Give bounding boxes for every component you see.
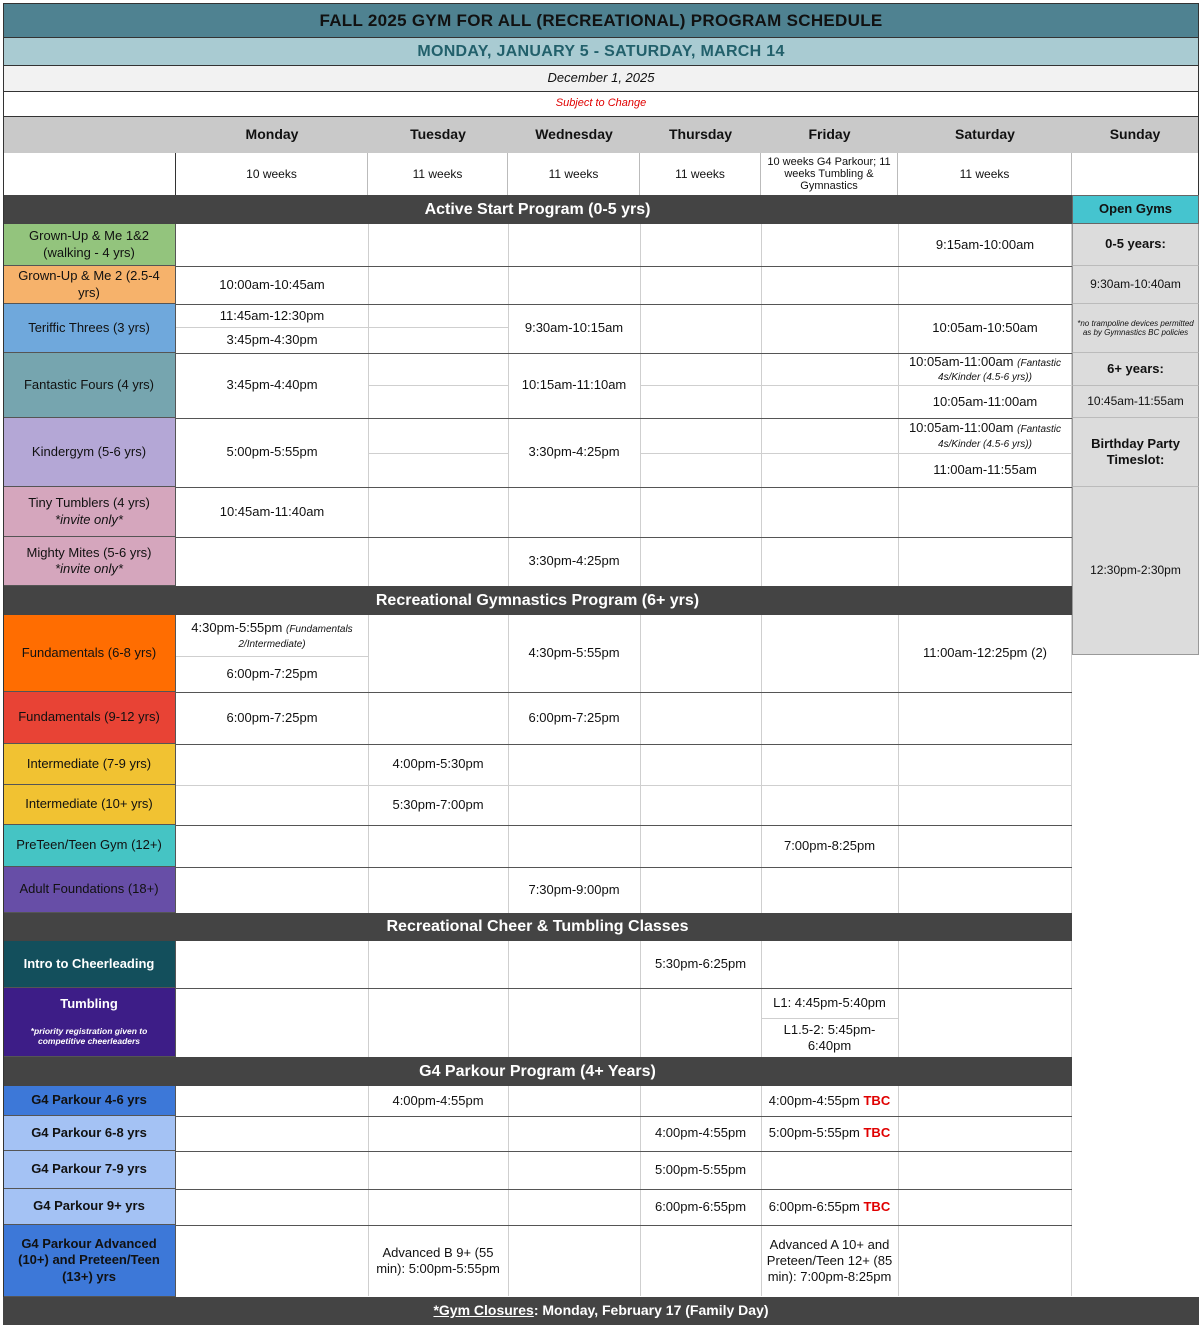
label-fund-9-12: Fundamentals (9-12 yrs) bbox=[3, 692, 176, 744]
row-divider-light bbox=[368, 453, 508, 454]
row-divider-light bbox=[176, 785, 1072, 786]
page-title: FALL 2025 GYM FOR ALL (RECREATIONAL) PROGRAM SCHEDULE bbox=[3, 3, 1199, 38]
tumbling-friday-2: L1.5-2: 5:45pm-6:40pm bbox=[783, 1021, 876, 1053]
fund912-monday: 6:00pm-7:25pm bbox=[226, 709, 318, 725]
fours-saturday-2: 10:05am-11:00am bbox=[932, 393, 1038, 409]
section-cheer: Recreational Cheer & Tumbling Classes bbox=[3, 913, 1072, 941]
kindergym-wednesday: 3:30pm-4:25pm bbox=[528, 444, 620, 460]
fund68-monday-1-note: (Fundamentals 2/Intermediate) bbox=[238, 623, 353, 650]
weeks-friday: 10 weeks G4 Parkour; 11 weeks Tumbling & Gymnastics bbox=[761, 153, 898, 195]
tiny-monday: 10:45am-11:40am bbox=[219, 503, 325, 519]
p46-tuesday: 4:00pm-4:55pm bbox=[392, 1092, 484, 1108]
footer-text: : Monday, February 17 (Family Day) bbox=[533, 1302, 769, 1319]
row-divider bbox=[176, 1116, 1072, 1117]
weeks-monday: 10 weeks bbox=[176, 153, 368, 195]
date-range: MONDAY, JANUARY 5 - SATURDAY, MARCH 14 bbox=[3, 38, 1199, 65]
fund68-monday-1-time: 4:30pm-5:55pm bbox=[191, 619, 283, 635]
p68-friday-time: 5:00pm-5:55pm bbox=[768, 1125, 860, 1141]
label-adult: Adult Foundations (18+) bbox=[3, 867, 176, 913]
open-gyms-title: Open Gyms bbox=[1072, 195, 1199, 224]
adv-friday: Advanced A 10+ and Preteen/Teen 12+ (85 min): 7:00pm-8:25pm bbox=[766, 1236, 893, 1285]
header-sunday: Sunday bbox=[1072, 116, 1199, 153]
open-gyms-time-2: 10:45am-11:55am bbox=[1072, 386, 1199, 418]
label-parkour-7-9: G4 Parkour 7-9 yrs bbox=[3, 1151, 176, 1189]
label-grownup-12: Grown-Up & Me 1&2 (walking - 4 yrs) bbox=[3, 224, 176, 266]
threes-monday-2: 3:45pm-4:30pm bbox=[226, 332, 318, 348]
label-tumbling bbox=[3, 988, 176, 1057]
header-tuesday: Tuesday bbox=[368, 116, 508, 153]
kindergym-saturday-1 bbox=[898, 418, 1072, 453]
open-gyms-age-2: 6+ years: bbox=[1072, 353, 1199, 386]
footer-label: *Gym Closures bbox=[433, 1302, 534, 1319]
tumbling-note: *priority registration given to competitive cheerleaders bbox=[30, 1026, 148, 1046]
fours-monday: 3:45pm-4:40pm bbox=[226, 377, 318, 393]
grownup12-saturday: 9:15am-10:00am bbox=[935, 236, 1035, 252]
header-friday: Friday bbox=[761, 116, 898, 153]
section-active-start: Active Start Program (0-5 yrs) bbox=[3, 195, 1072, 224]
label-fours: Fantastic Fours (4 yrs) bbox=[3, 353, 176, 418]
adult-wednesday: 7:30pm-9:00pm bbox=[528, 881, 620, 897]
label-parkour-advanced: G4 Parkour Advanced (10+) and Preteen/Teen (13+) yrs bbox=[3, 1225, 176, 1297]
label-int-10: Intermediate (10+ yrs) bbox=[3, 785, 176, 825]
tiny-tumblers-note: *invite only* bbox=[55, 511, 123, 527]
header-monday: Monday bbox=[176, 116, 368, 153]
row-divider bbox=[176, 1151, 1072, 1152]
p46-friday-time: 4:00pm-4:55pm bbox=[768, 1092, 860, 1108]
label-grownup-2: Grown-Up & Me 2 (2.5-4 yrs) bbox=[3, 266, 176, 304]
fours-saturday-1 bbox=[898, 353, 1072, 385]
tumbling-name: Tumbling bbox=[60, 996, 118, 1011]
kindergym-saturday-1-time: 10:05am-11:00am bbox=[908, 420, 1014, 436]
fours-saturday-1-time: 10:05am-11:00am bbox=[908, 353, 1014, 369]
open-gyms-birthday-time: 12:30pm-2:30pm bbox=[1072, 487, 1199, 655]
row-divider bbox=[176, 1225, 1072, 1226]
kindergym-saturday-2: 11:00am-11:55am bbox=[933, 462, 1037, 478]
weeks-wednesday: 11 weeks bbox=[508, 153, 640, 195]
open-gyms-time-1: 9:30am-10:40am bbox=[1072, 266, 1199, 304]
weeks-tuesday: 11 weeks bbox=[368, 153, 508, 195]
header-blank bbox=[3, 116, 176, 153]
header-thursday: Thursday bbox=[640, 116, 761, 153]
cheer-thursday: 5:30pm-6:25pm bbox=[654, 956, 747, 972]
label-int-7-9: Intermediate (7-9 yrs) bbox=[3, 744, 176, 785]
footer-closures bbox=[3, 1297, 1199, 1325]
p68-friday-tbc: TBC bbox=[863, 1125, 891, 1141]
label-threes: Teriffic Threes (3 yrs) bbox=[3, 304, 176, 353]
mighty-mites-note: *invite only* bbox=[55, 561, 123, 576]
updated-date: December 1, 2025 bbox=[3, 65, 1199, 92]
label-fund-6-8: Fundamentals (6-8 yrs) bbox=[3, 615, 176, 692]
fund68-monday-1 bbox=[176, 615, 368, 656]
row-divider bbox=[176, 744, 1072, 745]
subject-to-change: Subject to Change bbox=[3, 92, 1199, 116]
label-preteen: PreTeen/Teen Gym (12+) bbox=[3, 825, 176, 867]
open-gyms-age-1: 0-5 years: bbox=[1072, 224, 1199, 266]
row-divider bbox=[176, 825, 1072, 826]
kindergym-monday: 5:00pm-5:55pm bbox=[226, 444, 318, 460]
int79-tuesday: 4:00pm-5:30pm bbox=[392, 756, 484, 772]
p46-friday-tbc: TBC bbox=[863, 1092, 891, 1108]
mighty-mites-name: Mighty Mites (5-6 yrs) bbox=[26, 544, 152, 560]
fund68-wednesday: 4:30pm-5:55pm bbox=[528, 645, 620, 661]
fund68-monday-2: 6:00pm-7:25pm bbox=[226, 666, 318, 682]
p9-thursday: 6:00pm-6:55pm bbox=[654, 1198, 747, 1214]
row-divider bbox=[176, 1189, 1072, 1190]
header-saturday: Saturday bbox=[898, 116, 1072, 153]
weeks-saturday: 11 weeks bbox=[898, 153, 1072, 195]
threes-monday-1: 11:45am-12:30pm bbox=[219, 307, 325, 323]
label-intro-cheer: Intro to Cheerleading bbox=[3, 941, 176, 988]
label-mighty-mites bbox=[3, 537, 176, 586]
grownup2-monday: 10:00am-10:45am bbox=[219, 276, 325, 292]
tiny-tumblers-name: Tiny Tumblers (4 yrs) bbox=[28, 495, 150, 511]
row-divider-light bbox=[368, 385, 508, 386]
section-rec-gym: Recreational Gymnastics Program (6+ yrs) bbox=[3, 586, 1072, 615]
label-parkour-6-8: G4 Parkour 6-8 yrs bbox=[3, 1116, 176, 1151]
open-gyms-note: *no trampoline devices permitted as by Gymnastics BC policies bbox=[1072, 304, 1199, 353]
section-parkour: G4 Parkour Program (4+ Years) bbox=[3, 1057, 1072, 1086]
weeks-thursday: 11 weeks bbox=[640, 153, 761, 195]
threes-saturday: 10:05am-10:50am bbox=[932, 320, 1038, 336]
int10-tuesday: 5:30pm-7:00pm bbox=[392, 796, 484, 812]
label-parkour-9: G4 Parkour 9+ yrs bbox=[3, 1189, 176, 1225]
fund68-saturday: 11:00am-12:25pm (2) bbox=[922, 645, 1048, 661]
p68-thursday: 4:00pm-4:55pm bbox=[654, 1125, 747, 1141]
header-wednesday: Wednesday bbox=[508, 116, 640, 153]
fours-wednesday: 10:15am-11:10am bbox=[521, 377, 627, 393]
fours-saturday-1-note: (Fantastic 4s/Kinder (4.5-6 yrs)) bbox=[938, 357, 1062, 383]
kindergym-saturday-1-note: (Fantastic 4s/Kinder (4.5-6 yrs)) bbox=[938, 424, 1062, 450]
threes-wednesday: 9:30am-10:15am bbox=[524, 320, 624, 336]
adv-tuesday: Advanced B 9+ (55 min): 5:00pm-5:55pm bbox=[376, 1244, 500, 1276]
p9-friday-tbc: TBC bbox=[863, 1198, 891, 1214]
p9-friday-time: 6:00pm-6:55pm bbox=[768, 1198, 860, 1214]
fund912-wednesday: 6:00pm-7:25pm bbox=[528, 709, 620, 725]
label-parkour-4-6: G4 Parkour 4-6 yrs bbox=[3, 1086, 176, 1116]
weeks-blank bbox=[3, 153, 176, 195]
label-tiny-tumblers bbox=[3, 487, 176, 537]
p68-friday bbox=[761, 1116, 898, 1151]
tumbling-friday-1: L1: 4:45pm-5:40pm bbox=[773, 994, 886, 1010]
mites-wednesday: 3:30pm-4:25pm bbox=[528, 553, 620, 569]
open-gyms-birthday: Birthday Party Timeslot: bbox=[1072, 418, 1199, 487]
preteen-friday: 7:00pm-8:25pm bbox=[783, 837, 876, 853]
p79-thursday: 5:00pm-5:55pm bbox=[654, 1161, 747, 1177]
row-divider bbox=[176, 988, 1072, 989]
label-kindergym: Kindergym (5-6 yrs) bbox=[3, 418, 176, 487]
p9-friday bbox=[761, 1189, 898, 1225]
p46-friday bbox=[761, 1086, 898, 1116]
weeks-sunday bbox=[1072, 153, 1199, 195]
